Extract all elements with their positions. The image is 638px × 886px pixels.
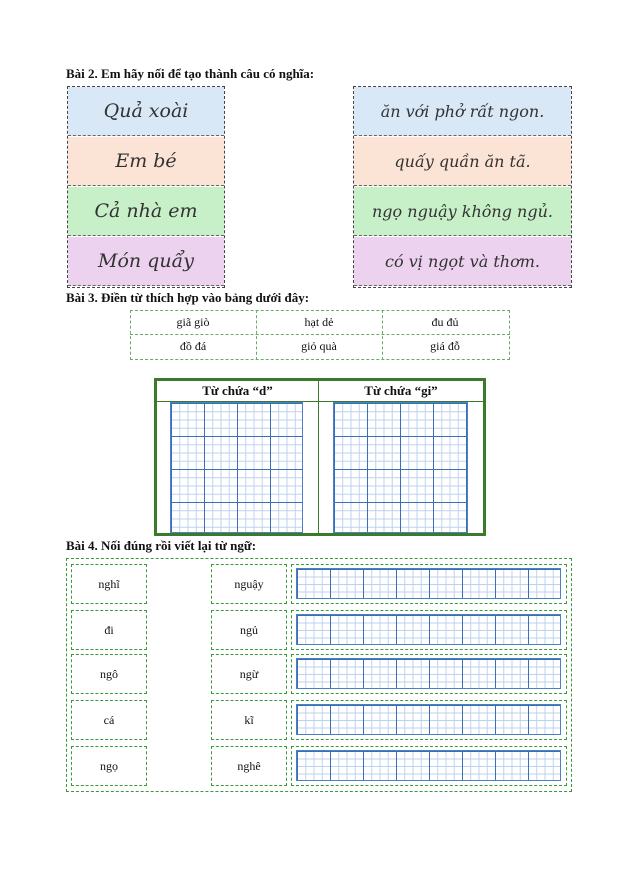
word-bank-item[interactable]: đu đủ bbox=[431, 315, 459, 329]
right-card[interactable]: ngọ nguậy không ngủ. bbox=[354, 187, 571, 236]
sort-table-header-d: Từ chứa “d” bbox=[202, 383, 273, 398]
right-word: nghê bbox=[237, 758, 261, 773]
sort-table-col-divider bbox=[318, 381, 319, 533]
word-bank-item[interactable]: đồ đá bbox=[179, 339, 207, 353]
bai2-heading: Bài 2. Em hãy nối để tạo thành câu có nghĩa: bbox=[66, 66, 315, 81]
word-bank-item[interactable]: hạt dẻ bbox=[304, 315, 334, 329]
writing-grid-d[interactable] bbox=[170, 402, 303, 533]
right-word: ngừ bbox=[239, 666, 259, 681]
writing-grid-gi[interactable] bbox=[333, 402, 468, 533]
word-bank-item[interactable]: giã giò bbox=[176, 315, 210, 329]
sort-table-header-gi: Từ chứa “gi” bbox=[364, 383, 438, 398]
writing-row-grid[interactable] bbox=[296, 614, 561, 645]
left-word: đi bbox=[104, 622, 114, 637]
writing-row-grid[interactable] bbox=[296, 658, 561, 689]
right-word: ngủ bbox=[240, 622, 258, 637]
writing-row-grid[interactable] bbox=[296, 704, 561, 735]
bai4-heading: Bài 4. Nối đúng rồi viết lại từ ngữ: bbox=[66, 538, 257, 553]
bai3-heading: Bài 3. Điền từ thích hợp vào bảng dưới đây: bbox=[66, 290, 310, 305]
right-card[interactable]: có vị ngọt và thơm. bbox=[354, 237, 571, 286]
left-card[interactable]: Món quẩy bbox=[68, 237, 224, 286]
left-word: cá bbox=[103, 712, 115, 727]
left-card[interactable]: Em bé bbox=[68, 137, 224, 186]
word-bank-item[interactable]: giỏ quà bbox=[301, 339, 337, 353]
left-card[interactable]: Quả xoài bbox=[68, 87, 224, 136]
left-word: ngọ bbox=[100, 758, 118, 773]
writing-row-grid[interactable] bbox=[296, 568, 561, 599]
right-word: kĩ bbox=[244, 712, 254, 727]
right-card[interactable]: quấy quần ăn tã. bbox=[354, 137, 571, 186]
word-bank-item[interactable]: giá đỗ bbox=[430, 339, 460, 353]
writing-row-grid[interactable] bbox=[296, 750, 561, 781]
left-card[interactable]: Cả nhà em bbox=[68, 187, 224, 236]
right-word: nguậy bbox=[234, 576, 264, 591]
right-card[interactable]: ăn với phở rất ngon. bbox=[354, 87, 571, 136]
left-word: nghĩ bbox=[98, 576, 120, 591]
left-word: ngô bbox=[100, 666, 118, 681]
